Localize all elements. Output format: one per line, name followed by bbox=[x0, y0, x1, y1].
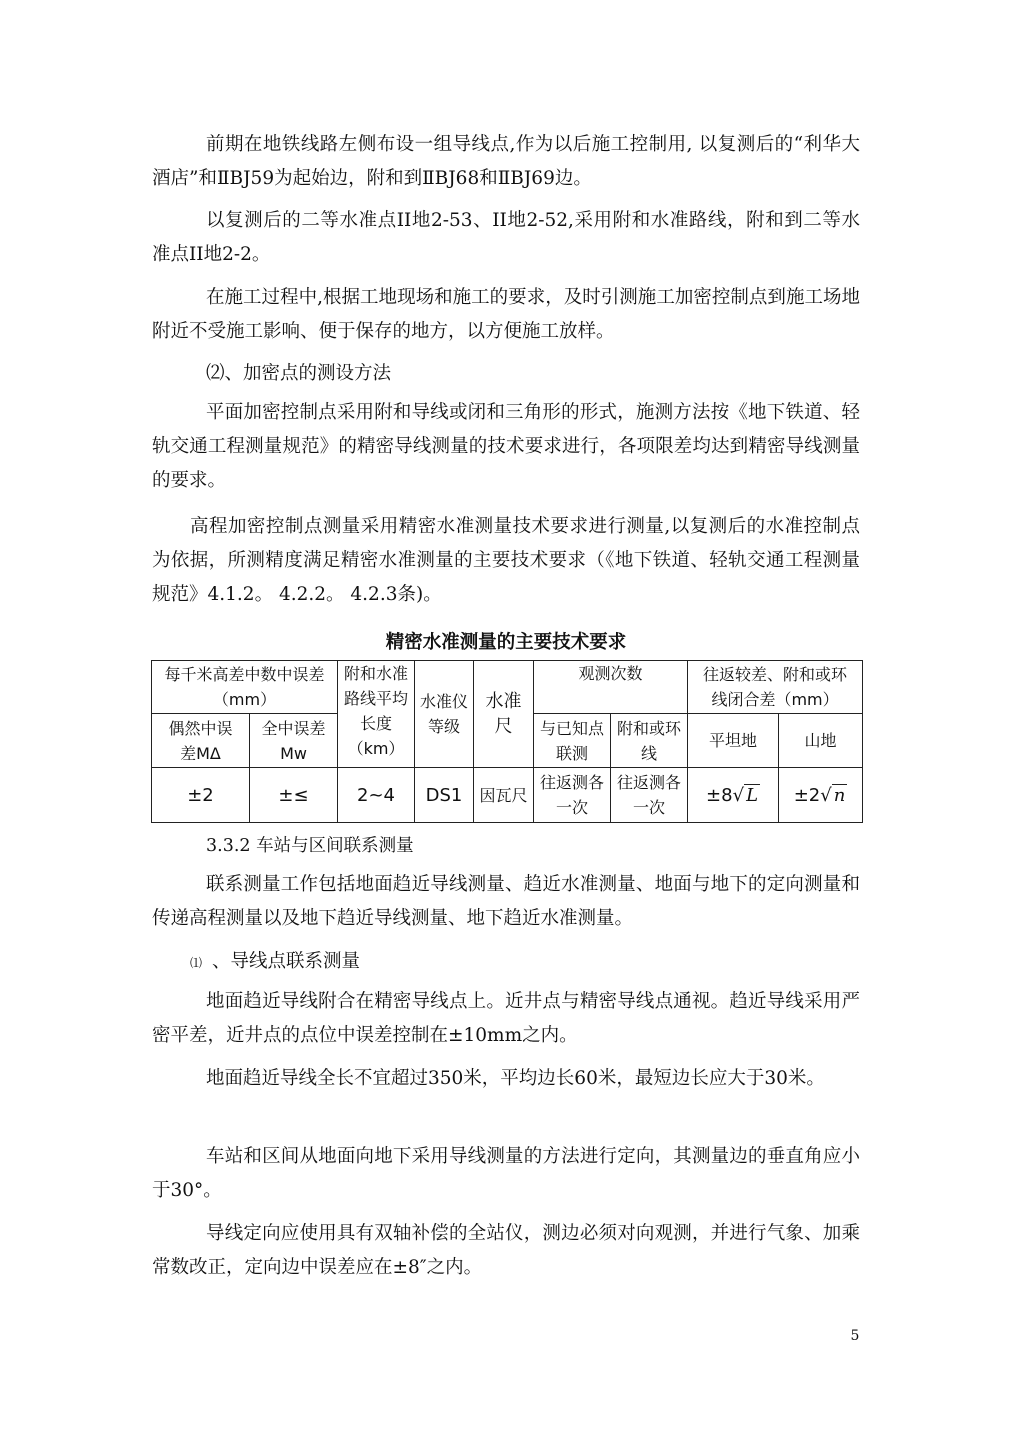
header-flat-terrain: 平坦地 bbox=[688, 714, 779, 768]
header-total-error: 全中误差 Mw bbox=[250, 714, 338, 768]
header-route-length: 附和水准 路线平均 长度 （km） bbox=[338, 661, 415, 768]
header-observation-count: 观测次数 bbox=[534, 661, 688, 714]
header-known-point: 与已知点 联测 bbox=[534, 714, 611, 768]
cell-random-error: ±2 bbox=[152, 768, 250, 823]
section-heading-3-3-2: 3.3.2 车站与区间联系测量 bbox=[206, 836, 414, 856]
sqrt-n: n bbox=[833, 784, 846, 806]
sqrt-L: L bbox=[746, 784, 759, 806]
paragraph-elevation-densification: 高程加密控制点测量采用精密水准测量技术要求进行测量,以复测后的水准控制点为依据，所测精度满足精密水准测量的主要技术要求（《地下铁道、轻轨交通工程测量规范》4.1.2。 4.2.2。 4.2.3条)。 bbox=[152, 516, 860, 605]
header-loop: 附和或环 线 bbox=[611, 714, 688, 768]
paragraph-approach-traverse: 地面趋近导线附合在精密导线点上。近井点与精密导线点通视。趋近导线采用严密平差，近井点的点位中误差控制在±10mm之内。 bbox=[152, 991, 860, 1046]
paragraph-traverse-layout: 前期在地铁线路左侧布设一组导线点,作为以后施工控制用, 以复测后的“利华大酒店”和ⅡBJ59为起始边，附和到ⅡBJ68和ⅡBJ69边。 bbox=[152, 134, 860, 189]
paragraph-traverse-length: 地面趋近导线全长不宜超过350米，平均边长60米，最短边长应大于30米。 bbox=[206, 1068, 825, 1089]
table-caption: 精密水准测量的主要技术要求 bbox=[385, 632, 627, 653]
cell-instrument: DS1 bbox=[415, 768, 474, 823]
heading-densification-method: ⑵、加密点的测设方法 bbox=[206, 363, 392, 384]
paragraph-plane-densification: 平面加密控制点采用附和导线或闭和三角形的形式，施测方法按《地下铁道、轻轨交通工程测量规范》的精密导线测量的技术要求进行，各项限差均达到精密导线测量的要求。 bbox=[152, 402, 860, 491]
paragraph-leveling-route: 以复测后的二等水准点II地2-53、II地2-52,采用附和水准路线，附和到二等水准点II地2-2。 bbox=[152, 210, 860, 265]
paragraph-construction-points: 在施工过程中,根据工地现场和施工的要求，及时引测施工加密控制点到施工场地附近不受施工影响、便于保存的地方，以方便施工放样。 bbox=[152, 287, 860, 342]
paragraph-orientation: 车站和区间从地面向地下采用导线测量的方法进行定向，其测量边的垂直角应小于30°。 bbox=[152, 1146, 860, 1201]
paragraph-connection-survey: 联系测量工作包括地面趋近导线测量、趋近水准测量、地面与地下的定向测量和传递高程测量以及地下趋近导线测量、地下趋近水准测量。 bbox=[152, 874, 860, 929]
leveling-requirements-table bbox=[151, 660, 863, 823]
header-random-error: 偶然中误 差MΔ bbox=[152, 714, 250, 768]
cell-loop: 往返测各 一次 bbox=[611, 768, 688, 823]
heading-traverse-connection: ⑴ 、导线点联系测量 bbox=[190, 951, 361, 972]
cell-flat-closure: ±8√ L bbox=[688, 768, 779, 823]
header-instrument-grade: 水准仪 等级 bbox=[415, 661, 474, 768]
cell-total-error: ±≤ bbox=[250, 768, 338, 823]
paragraph-total-station: 导线定向应使用具有双轴补偿的全站仪，测边必须对向观测，并进行气象、加乘常数改正，定向边中误差应在±8″之内。 bbox=[152, 1223, 860, 1278]
page-number: 5 bbox=[850, 1328, 860, 1344]
cell-route-length: 2~4 bbox=[338, 768, 415, 823]
header-km-error: 每千米高差中数中误差 （mm） bbox=[152, 661, 338, 714]
header-mountain-terrain: 山地 bbox=[779, 714, 863, 768]
cell-known-point: 往返测各 一次 bbox=[534, 768, 611, 823]
header-closure: 往返较差、附和或环 线闭合差（mm） bbox=[688, 661, 863, 714]
cell-mountain-closure: ±2√ n bbox=[779, 768, 863, 823]
cell-staff: 因瓦尺 bbox=[474, 768, 534, 823]
header-staff: 水准 尺 bbox=[474, 661, 534, 768]
